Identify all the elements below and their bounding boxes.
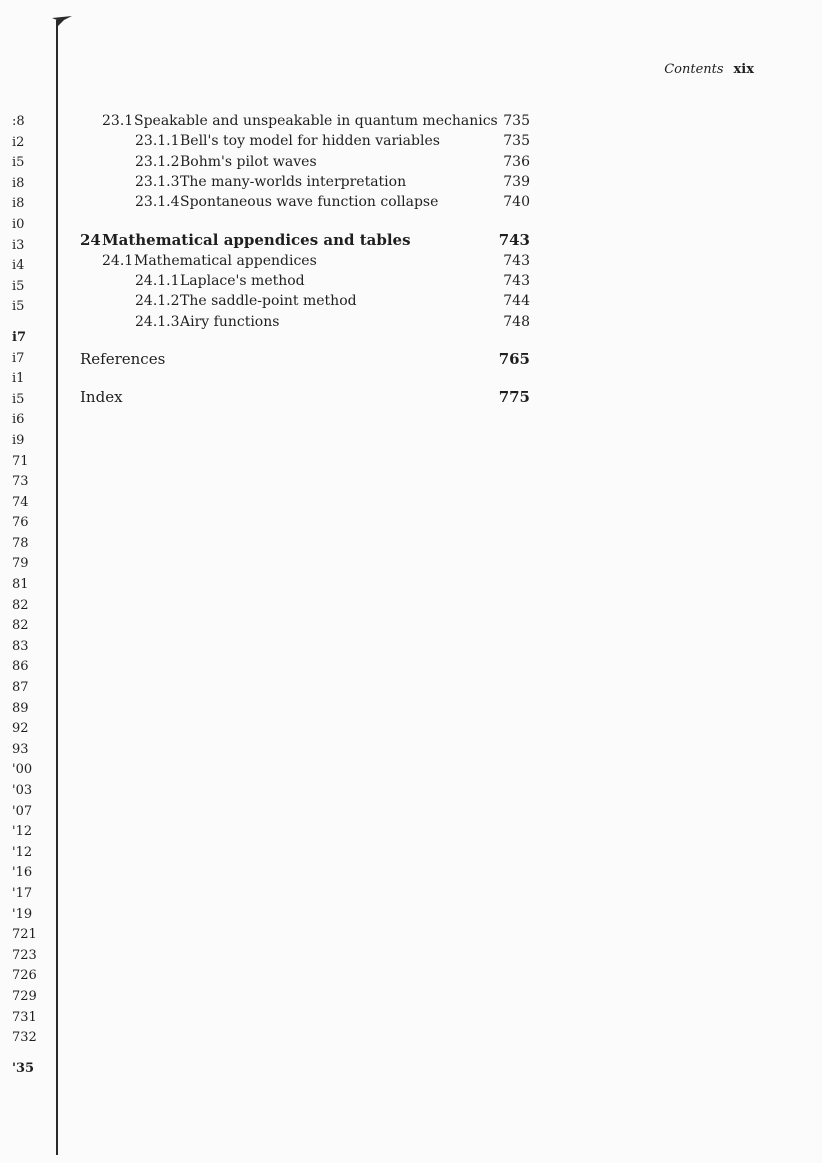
toc-entry-page: 735 [503, 133, 530, 150]
toc-entry-number: 24.1 [102, 252, 134, 269]
binding-edge-mark [52, 16, 72, 26]
toc-entry-title: Bell's toy model for hidden variables [180, 133, 440, 150]
margin-page-number: i7 [12, 329, 26, 345]
toc-entry-23-1[interactable] [80, 111, 530, 131]
toc-entry-title: The many-worlds interpretation [180, 173, 407, 190]
margin-page-number: i9 [12, 432, 25, 448]
margin-page-number: 731 [12, 1009, 37, 1025]
margin-page-number: i5 [12, 391, 25, 407]
table-of-contents [80, 111, 530, 408]
margin-page-number: '03 [12, 783, 33, 798]
margin-page-number: i8 [12, 196, 25, 212]
margin-page-number: i2 [12, 134, 25, 150]
toc-entry-number: 24.1.3 [135, 313, 180, 330]
toc-entry-number: 23.1.4 [135, 194, 180, 211]
margin-page-number: 732 [12, 1030, 37, 1046]
toc-chapter-number: 24 [80, 231, 101, 250]
toc-entry-title: Laplace's method [180, 273, 305, 290]
toc-references-title: References [80, 349, 166, 368]
margin-page-number: 93 [12, 741, 29, 757]
toc-chapter-title: Mathematical appendices and tables [102, 231, 411, 250]
margin-gap [12, 1049, 36, 1059]
toc-entry-24-1[interactable] [80, 251, 530, 271]
toc-entry-page: 735 [503, 113, 530, 129]
margin-page-number: 71 [12, 453, 29, 469]
margin-page-number: '17 [12, 885, 33, 901]
margin-gap [12, 318, 36, 328]
toc-index[interactable] [80, 387, 530, 407]
margin-page-number: '35 [12, 1060, 35, 1076]
running-header [664, 62, 754, 77]
margin-page-number: 89 [12, 700, 29, 716]
toc-entry-page: 743 [503, 252, 530, 269]
margin-page-number: 82 [12, 618, 29, 634]
margin-page-number: 79 [12, 556, 29, 572]
toc-entry-number: 23.1.2 [135, 153, 180, 170]
margin-page-number: 729 [12, 988, 37, 1004]
margin-page-number: '07 [12, 803, 33, 819]
margin-page-number: i3 [12, 237, 25, 253]
toc-entry-page: 744 [503, 293, 530, 310]
toc-entry-number: 23.1.3 [135, 173, 180, 190]
margin-page-number: i6 [12, 412, 25, 428]
toc-entry-23-1-1[interactable] [80, 131, 530, 151]
toc-entry-title: Mathematical appendices [134, 252, 317, 269]
margin-page-number: 726 [12, 968, 37, 984]
header-page-number: xix [733, 62, 754, 77]
toc-entry-page: 748 [503, 313, 530, 330]
margin-page-number: 78 [12, 535, 29, 551]
margin-page-number: i5 [12, 299, 25, 315]
toc-entry-23-1-2[interactable] [80, 152, 530, 172]
toc-entry-number: 24.1.1 [135, 273, 180, 290]
toc-entry-title: Spontaneous wave function collapse [180, 194, 439, 211]
margin-page-number: 86 [12, 659, 29, 675]
binding-edge-line [56, 20, 58, 1155]
margin-page-number: '00 [12, 762, 33, 778]
margin-page-number: '12 [12, 824, 33, 840]
margin-page-number: :8 [12, 114, 25, 129]
toc-references[interactable] [80, 349, 530, 369]
margin-page-number: i0 [12, 216, 25, 232]
margin-page-number: 82 [12, 597, 29, 613]
margin-page-number: i4 [12, 258, 25, 274]
margin-page-number: 81 [12, 577, 29, 593]
margin-page-number: i5 [12, 278, 25, 294]
toc-entry-23-1-3[interactable] [80, 172, 530, 192]
margin-page-number: 87 [12, 680, 29, 696]
toc-entry-title: The saddle-point method [180, 293, 357, 310]
toc-entry-number: 23.1.1 [135, 133, 180, 150]
toc-entry-24-1-1[interactable] [80, 271, 530, 291]
toc-chapter-page: 743 [498, 231, 530, 250]
margin-page-number: '12 [12, 844, 33, 860]
margin-page-number: i7 [12, 350, 25, 366]
margin-page-number: 723 [12, 947, 37, 963]
toc-index-page: 775 [498, 388, 530, 407]
toc-entry-title: Speakable and unspeakable in quantum mechanics [134, 113, 498, 129]
header-title: Contents [664, 62, 724, 77]
toc-entry-title: Airy functions [180, 313, 280, 330]
toc-entry-24-1-3[interactable] [80, 312, 530, 332]
toc-entry-23-1-4[interactable] [80, 192, 530, 212]
toc-index-title: Index [80, 388, 123, 407]
previous-page-edge-numbers [12, 112, 36, 1079]
toc-entry-page: 740 [503, 194, 530, 211]
toc-entry-page: 736 [503, 153, 530, 170]
toc-entry-number: 23.1 [102, 113, 134, 129]
toc-chapter-24[interactable] [80, 230, 530, 250]
toc-entry-24-1-2[interactable] [80, 291, 530, 311]
toc-entry-page: 743 [503, 273, 530, 290]
margin-page-number: 73 [12, 474, 29, 490]
margin-page-number: 74 [12, 494, 29, 510]
toc-entry-page: 739 [503, 173, 530, 190]
toc-entry-title: Bohm's pilot waves [180, 153, 317, 170]
margin-page-number: '19 [12, 906, 33, 922]
margin-page-number: 721 [12, 927, 37, 943]
margin-page-number: i5 [12, 155, 25, 171]
margin-page-number: 92 [12, 721, 29, 737]
margin-page-number: '16 [12, 865, 33, 881]
margin-page-number: 83 [12, 638, 29, 654]
margin-page-number: i8 [12, 175, 25, 191]
toc-entry-number: 24.1.2 [135, 293, 180, 310]
margin-page-number: i1 [12, 371, 25, 387]
margin-page-number: 76 [12, 515, 29, 531]
toc-references-page: 765 [498, 349, 530, 368]
